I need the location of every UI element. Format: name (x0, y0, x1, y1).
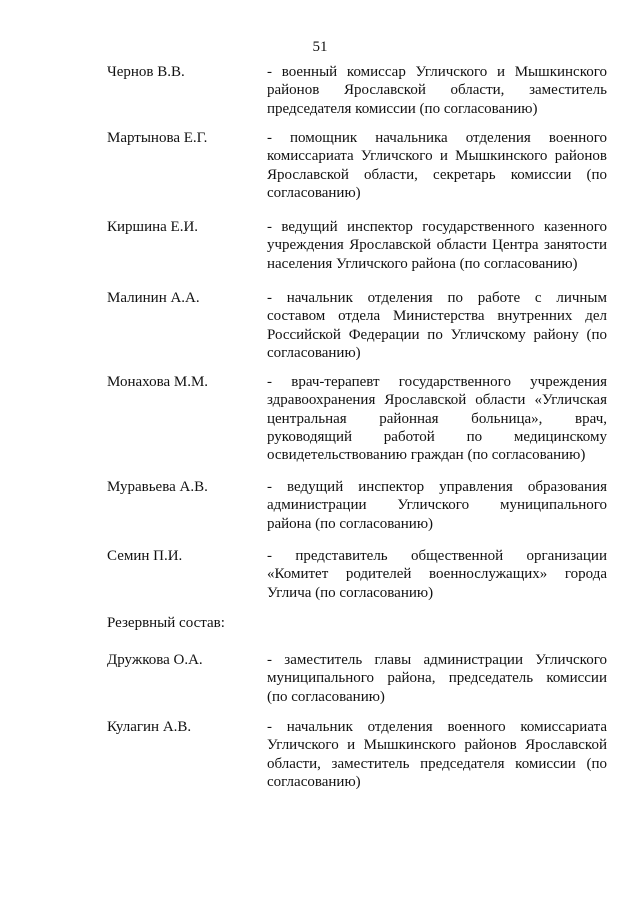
description-line: (по согласованию) (267, 688, 385, 705)
member-name: Монахова М.М. (107, 374, 209, 390)
description-line: руководящий работой по медицинскому (267, 428, 607, 445)
description-line: Ярославской области, секретарь комиссии (по (267, 166, 607, 183)
description-line: «Комитет родителей военнослужащих» города (267, 566, 607, 583)
member-description (267, 218, 607, 273)
page-number: 51 (312, 39, 328, 55)
description-line: - представитель общественной организации (267, 548, 607, 564)
member-name: Муравьева А.В. (107, 479, 208, 495)
member-description (267, 718, 607, 791)
description-line: Угличского и Мышкинского районов Ярославской (267, 737, 607, 754)
description-line: администрации Угличского муниципального (267, 497, 607, 514)
description-line: - ведущий инспектор управления образования (267, 479, 607, 495)
member-name: Малинин А.А. (107, 290, 200, 306)
description-line: Углича (по согласованию) (267, 584, 434, 601)
member-description (267, 547, 607, 602)
description-line: - начальник отделения военного комиссариата (267, 719, 607, 735)
member-description (267, 63, 607, 118)
description-line: центральная районная больница», врач, (267, 410, 607, 427)
member-name: Кулагин А.В. (107, 719, 192, 735)
member-name: Дружкова О.А. (107, 652, 203, 668)
description-line: области, заместитель председателя комиссии (по (267, 755, 607, 772)
description-line: района (по согласованию) (267, 515, 434, 532)
member-description (267, 129, 607, 202)
description-line: согласованию) (267, 773, 361, 790)
description-line: - помощник начальника отделения военного (267, 130, 607, 146)
description-line: освидетельствованию граждан (по согласованию) (267, 447, 586, 464)
reserve-heading: Резервный состав: (107, 615, 225, 631)
description-line: муниципального района, председатель комиссии (267, 670, 607, 687)
description-line: здравоохранения Ярославской области «Угличская (267, 392, 607, 409)
member-description (267, 478, 607, 533)
description-line: согласованию) (267, 184, 361, 201)
description-line: комиссариата Угличского и Мышкинского районов (267, 148, 607, 165)
description-line: учреждения Ярославской области Центра занятости (267, 237, 607, 254)
member-description (267, 651, 607, 706)
description-line: - начальник отделения по работе с личным (267, 290, 607, 306)
member-name: Киршина Е.И. (107, 219, 199, 235)
description-line: составом отдела Министерства внутренних дел (267, 308, 607, 325)
description-line: председателя комиссии (по согласованию) (267, 100, 538, 117)
description-line: населения Угличского района (по согласованию) (267, 255, 578, 272)
member-name: Мартынова Е.Г. (107, 130, 208, 146)
description-line: районов Ярославской области, заместитель (267, 82, 607, 99)
description-line: - ведущий инспектор государственного казенного (267, 219, 607, 235)
description-line: Российской Федерации по Угличскому району (по (267, 326, 607, 343)
description-line: - заместитель главы администрации Угличского (267, 652, 607, 668)
description-line: согласованию) (267, 344, 361, 361)
description-line: - военный комиссар Угличского и Мышкинского (267, 64, 607, 80)
member-description (267, 289, 607, 362)
member-name: Семин П.И. (107, 548, 183, 564)
description-line: - врач-терапевт государственного учреждения (267, 374, 607, 390)
member-description (267, 373, 607, 464)
member-name: Чернов В.В. (107, 64, 185, 80)
